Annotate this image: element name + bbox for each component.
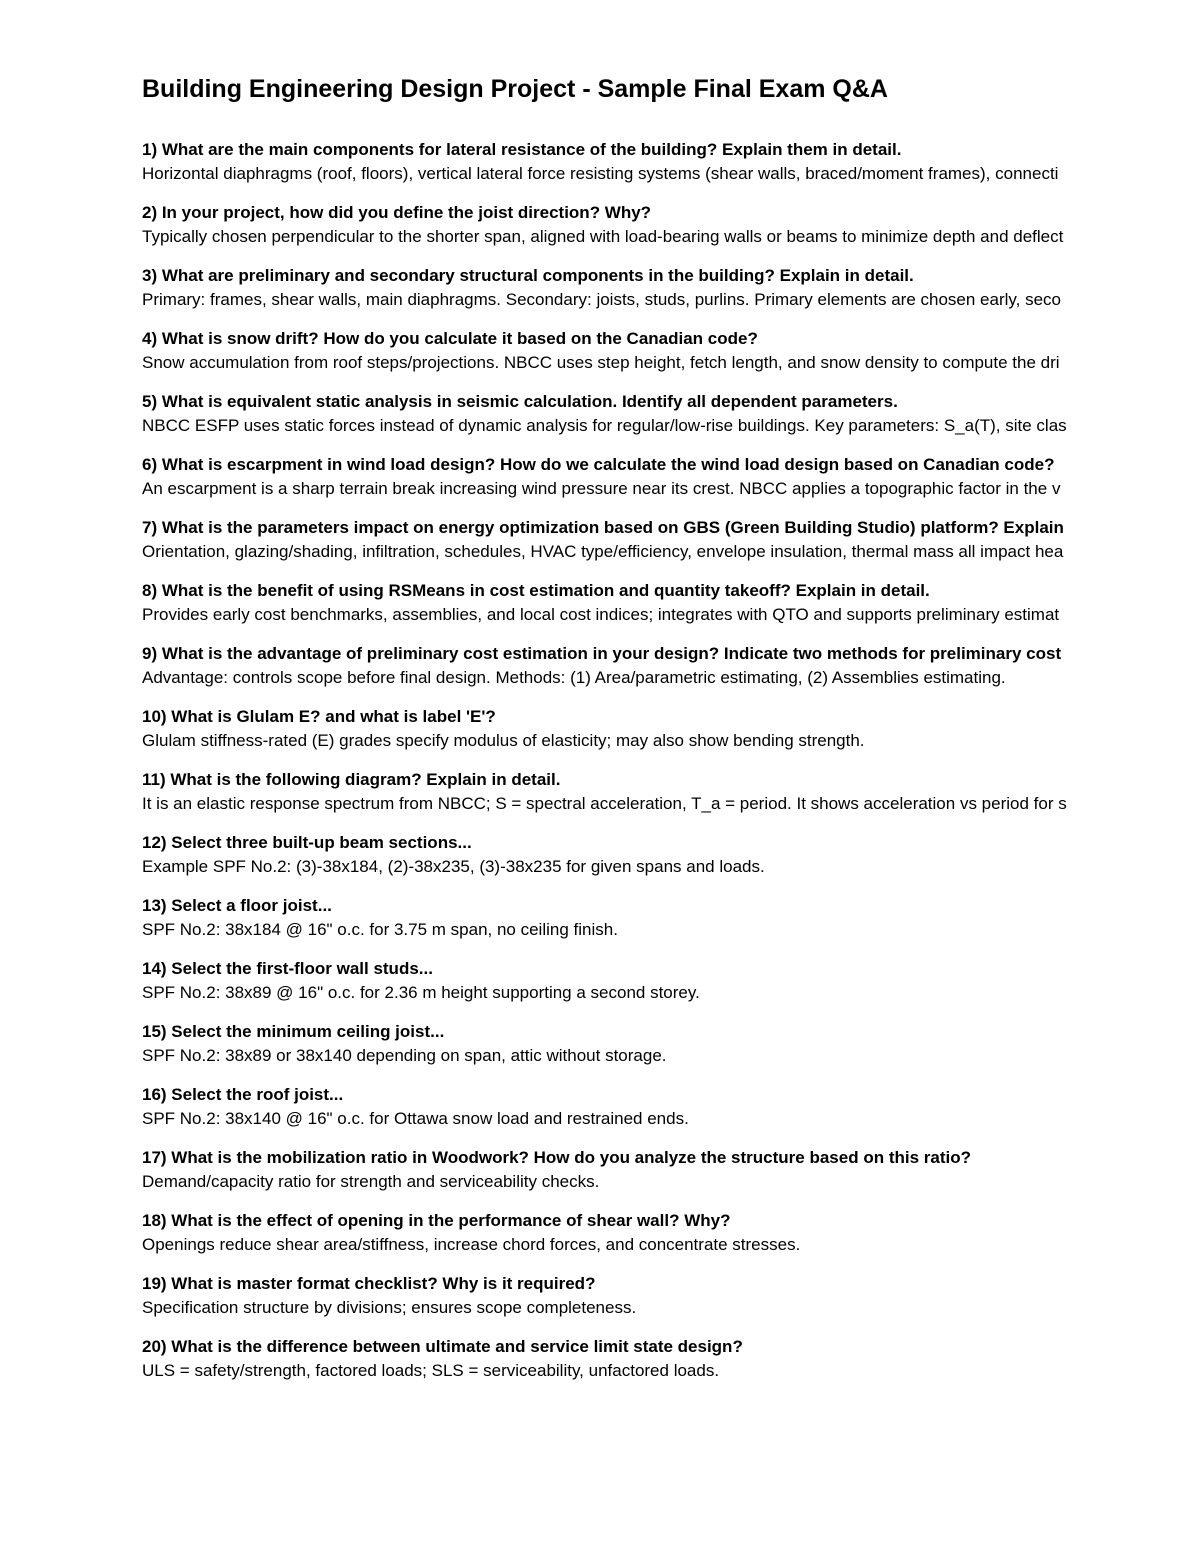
question-text: 9) What is the advantage of preliminary cost estimation in your design? Indicate two methods for preliminary cost — [142, 644, 1062, 663]
answer-text: SPF No.2: 38x89 @ 16" o.c. for 2.36 m height supporting a second storey. — [142, 983, 700, 1002]
question-text: 7) What is the parameters impact on energy optimization based on GBS (Green Building Studio) platform? Explain — [142, 518, 1064, 537]
answer-text: SPF No.2: 38x140 @ 16" o.c. for Ottawa snow load and restrained ends. — [142, 1109, 689, 1128]
answer-text: Snow accumulation from roof steps/projections. NBCC uses step height, fetch length, and snow density to compute the dri — [142, 353, 1060, 372]
qa-item — [142, 264, 1200, 327]
question-text: 1) What are the main components for lateral resistance of the building? Explain them in detail. — [142, 140, 902, 159]
question-text: 2) In your project, how did you define the joist direction? Why? — [142, 203, 652, 222]
qa-item — [142, 1209, 1200, 1272]
qa-item — [142, 831, 1200, 894]
qa-item — [142, 642, 1200, 705]
qa-list — [142, 138, 1200, 1398]
answer-text: Glulam stiffness-rated (E) grades specify modulus of elasticity; may also show bending strength. — [142, 731, 865, 750]
question-text: 3) What are preliminary and secondary structural components in the building? Explain in detail. — [142, 266, 914, 285]
qa-item — [142, 516, 1200, 579]
qa-item — [142, 1020, 1200, 1083]
qa-item — [142, 1083, 1200, 1146]
qa-item — [142, 138, 1200, 201]
qa-item — [142, 327, 1200, 390]
question-text: 12) Select three built-up beam sections... — [142, 833, 472, 852]
qa-item — [142, 705, 1200, 768]
question-text: 18) What is the effect of opening in the performance of shear wall? Why? — [142, 1211, 731, 1230]
qa-item — [142, 1335, 1200, 1398]
answer-text: NBCC ESFP uses static forces instead of dynamic analysis for regular/low-rise buildings. Key parameters: S_a(T), site clas — [142, 416, 1067, 435]
qa-item — [142, 453, 1200, 516]
qa-item — [142, 1146, 1200, 1209]
question-text: 15) Select the minimum ceiling joist... — [142, 1022, 445, 1041]
question-text: 13) Select a floor joist... — [142, 896, 332, 915]
answer-text: Primary: frames, shear walls, main diaphragms. Secondary: joists, studs, purlins. Primary elements are chosen early, seco — [142, 290, 1061, 309]
qa-item — [142, 201, 1200, 264]
question-text: 4) What is snow drift? How do you calculate it based on the Canadian code? — [142, 329, 758, 348]
question-text: 8) What is the benefit of using RSMeans in cost estimation and quantity takeoff? Explain in detail. — [142, 581, 930, 600]
answer-text: SPF No.2: 38x89 or 38x140 depending on span, attic without storage. — [142, 1046, 667, 1065]
answer-text: Example SPF No.2: (3)-38x184, (2)-38x235, (3)-38x235 for given spans and loads. — [142, 857, 765, 876]
qa-item — [142, 768, 1200, 831]
document-title: Building Engineering Design Project - Sample Final Exam Q&A — [142, 75, 888, 103]
question-text: 14) Select the first-floor wall studs... — [142, 959, 433, 978]
answer-text: It is an elastic response spectrum from NBCC; S = spectral acceleration, T_a = period. It shows acceleration vs period for s — [142, 794, 1067, 813]
qa-item — [142, 894, 1200, 957]
question-text: 17) What is the mobilization ratio in Woodwork? How do you analyze the structure based on this ratio? — [142, 1148, 971, 1167]
answer-text: Demand/capacity ratio for strength and serviceability checks. — [142, 1172, 600, 1191]
answer-text: Openings reduce shear area/stiffness, increase chord forces, and concentrate stresses. — [142, 1235, 801, 1254]
answer-text: SPF No.2: 38x184 @ 16" o.c. for 3.75 m span, no ceiling finish. — [142, 920, 618, 939]
answer-text: Horizontal diaphragms (roof, floors), vertical lateral force resisting systems (shear walls, braced/moment frames), connecti — [142, 164, 1059, 183]
question-text: 20) What is the difference between ultimate and service limit state design? — [142, 1337, 743, 1356]
question-text: 6) What is escarpment in wind load design? How do we calculate the wind load design based on Canadian code? — [142, 455, 1055, 474]
qa-item — [142, 1272, 1200, 1335]
answer-text: Provides early cost benchmarks, assemblies, and local cost indices; integrates with QTO and supports preliminary estimat — [142, 605, 1060, 624]
qa-item — [142, 579, 1200, 642]
question-text: 10) What is Glulam E? and what is label 'E'? — [142, 707, 496, 726]
qa-item — [142, 957, 1200, 1020]
qa-item — [142, 390, 1200, 453]
question-text: 5) What is equivalent static analysis in seismic calculation. Identify all dependent parameters. — [142, 392, 898, 411]
answer-text: Orientation, glazing/shading, infiltration, schedules, HVAC type/efficiency, envelope insulation, thermal mass all impact hea — [142, 542, 1064, 561]
answer-text: Specification structure by divisions; ensures scope completeness. — [142, 1298, 637, 1317]
question-text: 16) Select the roof joist... — [142, 1085, 344, 1104]
answer-text: Advantage: controls scope before final design. Methods: (1) Area/parametric estimating, (2) Assemblies estimating. — [142, 668, 1006, 687]
answer-text: An escarpment is a sharp terrain break increasing wind pressure near its crest. NBCC applies a topographic factor in the v — [142, 479, 1061, 498]
answer-text: ULS = safety/strength, factored loads; SLS = serviceability, unfactored loads. — [142, 1361, 720, 1380]
question-text: 11) What is the following diagram? Explain in detail. — [142, 770, 561, 789]
answer-text: Typically chosen perpendicular to the shorter span, aligned with load-bearing walls or beams to minimize depth and deflect — [142, 227, 1064, 246]
question-text: 19) What is master format checklist? Why is it required? — [142, 1274, 596, 1293]
